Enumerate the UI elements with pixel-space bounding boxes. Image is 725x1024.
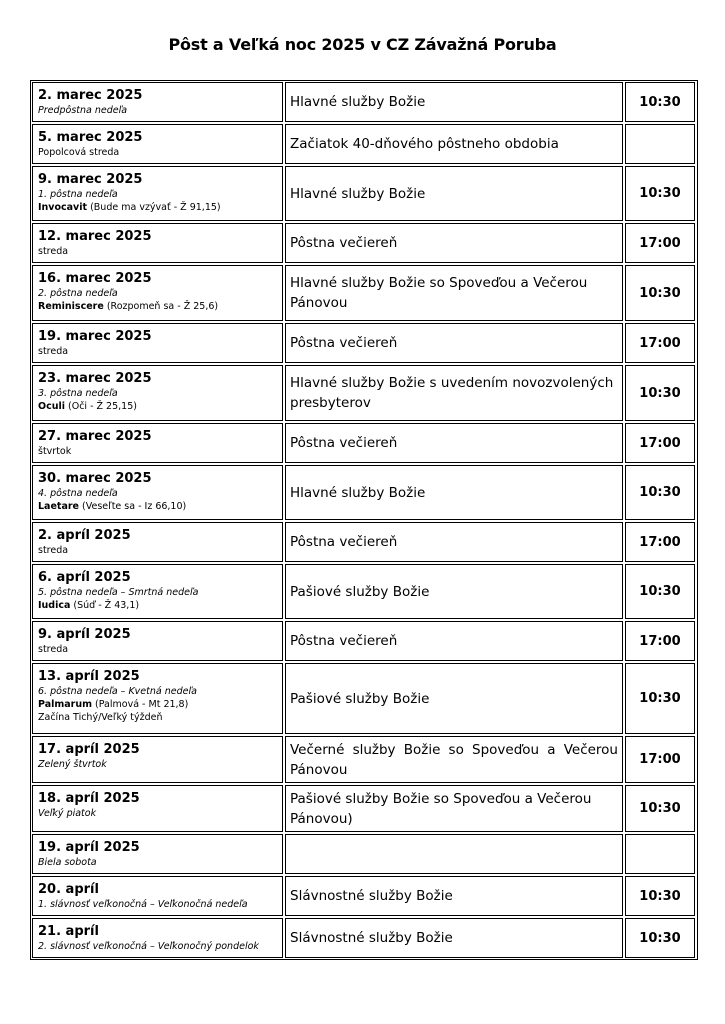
time-text: 10:30 — [639, 584, 681, 599]
table-row — [32, 564, 696, 619]
event-cell — [285, 323, 623, 363]
time-cell — [625, 223, 695, 263]
day-description: štvrtok — [38, 446, 72, 457]
date-cell — [32, 918, 283, 958]
event-text: Pašiové služby Božie — [290, 690, 430, 707]
date-text: 20. apríl — [38, 882, 99, 897]
date-cell — [32, 465, 283, 520]
time-cell — [625, 124, 695, 164]
sunday-name — [38, 698, 278, 711]
time-cell — [625, 82, 695, 122]
time-text: 17:00 — [639, 534, 681, 550]
time-cell — [625, 736, 695, 783]
date-cell — [32, 166, 283, 221]
event-cell — [285, 265, 623, 321]
day-description: 1. slávnosť veľkonočná – Veľkonočná nedeľa — [38, 899, 248, 910]
sunday-verse: (Súď - Ž 43,1) — [70, 600, 140, 611]
date-text: 30. marec 2025 — [38, 471, 152, 486]
table-row — [32, 166, 696, 221]
sunday-latin-name: Iudica — [38, 600, 71, 611]
table-row — [32, 834, 696, 874]
time-text: 10:30 — [639, 485, 681, 500]
sunday-verse: (Rozpomeň sa - Ž 25,6) — [103, 301, 219, 312]
table-row — [32, 736, 696, 783]
time-cell — [625, 564, 695, 619]
time-text: 10:30 — [639, 94, 681, 110]
date-cell — [32, 663, 283, 734]
time-cell — [625, 166, 695, 221]
day-description: Biela sobota — [38, 857, 97, 868]
event-cell — [285, 834, 623, 874]
sunday-latin-name: Invocavit — [38, 202, 88, 213]
event-text: Hlavné služby Božie — [290, 484, 426, 501]
date-text: 16. marec 2025 — [38, 271, 152, 286]
time-cell — [625, 621, 695, 661]
time-cell — [625, 785, 695, 832]
sunday-latin-name: Reminiscere — [38, 301, 104, 312]
table-row — [32, 323, 696, 363]
event-text: Hlavné služby Božie — [290, 185, 426, 202]
event-text: Pašiové služby Božie so Spoveďou a Večerou Pánovou) — [290, 790, 592, 827]
schedule-table — [30, 80, 698, 960]
table-row — [32, 365, 696, 421]
table-row — [32, 918, 696, 958]
date-cell — [32, 82, 283, 122]
event-cell — [285, 223, 623, 263]
day-description: 2. slávnosť veľkonočná – Veľkonočný pondelok — [38, 941, 259, 952]
table-row — [32, 423, 696, 463]
event-cell — [285, 124, 623, 164]
date-cell — [32, 876, 283, 916]
date-cell — [32, 736, 283, 783]
time-cell — [625, 323, 695, 363]
event-cell — [285, 423, 623, 463]
time-text: 10:30 — [639, 385, 681, 401]
event-text: Hlavné služby Božie s uvedením novozvolených presbyterov — [290, 375, 614, 411]
date-cell — [32, 265, 283, 321]
time-text: 17:00 — [639, 633, 681, 649]
time-cell — [625, 423, 695, 463]
time-text: 10:30 — [639, 801, 681, 816]
event-text: Pôstna večiereň — [290, 335, 398, 351]
event-text: Hlavné služby Božie — [290, 94, 426, 110]
week-note: Začína Tichý/Veľký týždeň — [38, 712, 163, 723]
sunday-latin-name: Oculi — [38, 401, 65, 412]
day-description: 3. pôstna nedeľa — [38, 388, 118, 399]
event-cell — [285, 522, 623, 562]
date-text: 9. marec 2025 — [38, 172, 143, 187]
event-cell — [285, 365, 623, 421]
event-cell — [285, 166, 623, 221]
date-cell — [32, 124, 283, 164]
event-cell — [285, 663, 623, 734]
date-text: 9. apríl 2025 — [38, 627, 131, 642]
table-row — [32, 265, 696, 321]
time-cell — [625, 834, 695, 874]
event-text: Slávnostné služby Božie — [290, 888, 453, 904]
day-description: Popolcová streda — [38, 147, 120, 158]
date-cell — [32, 785, 283, 832]
sunday-name — [38, 599, 278, 612]
page-title: Pôst a Veľká noc 2025 v CZ Závažná Poruba — [168, 35, 557, 54]
time-text: 17:00 — [639, 335, 681, 351]
event-cell — [285, 621, 623, 661]
date-text: 19. marec 2025 — [38, 329, 152, 344]
date-cell — [32, 834, 283, 874]
event-text: Začiatok 40-dňového pôstneho obdobia — [290, 136, 559, 152]
date-text: 13. apríl 2025 — [38, 669, 140, 684]
date-cell — [32, 223, 283, 263]
table-row — [32, 223, 696, 263]
time-cell — [625, 465, 695, 520]
event-text: Večerné služby Božie so Spoveďou a Večerou Pánovou — [290, 741, 618, 778]
event-text: Pôstna večiereň — [290, 534, 398, 550]
time-text: 17:00 — [639, 752, 681, 767]
sunday-verse: (Palmová - Mt 21,8) — [92, 699, 189, 710]
time-text: 10:30 — [639, 930, 681, 946]
date-text: 27. marec 2025 — [38, 429, 152, 444]
event-text: Pôstna večiereň — [290, 235, 398, 251]
day-description: 2. pôstna nedeľa — [38, 288, 118, 299]
time-text: 10:30 — [639, 285, 681, 301]
day-description: streda — [38, 545, 69, 556]
date-text: 2. marec 2025 — [38, 88, 143, 103]
table-row — [32, 663, 696, 734]
time-text: 10:30 — [639, 186, 681, 201]
day-description: streda — [38, 644, 69, 655]
date-text: 2. apríl 2025 — [38, 528, 131, 543]
table-row — [32, 876, 696, 916]
day-description: 1. pôstna nedeľa — [38, 189, 118, 200]
day-description: Predpôstna nedeľa — [38, 105, 128, 116]
table-row — [32, 522, 696, 562]
time-cell — [625, 918, 695, 958]
event-cell — [285, 736, 623, 783]
table-row — [32, 124, 696, 164]
day-description: 4. pôstna nedeľa — [38, 488, 118, 499]
day-description: Veľký piatok — [38, 808, 97, 819]
date-text: 23. marec 2025 — [38, 371, 152, 386]
sunday-latin-name: Palmarum — [38, 699, 93, 710]
event-cell — [285, 785, 623, 832]
time-cell — [625, 265, 695, 321]
date-cell — [32, 323, 283, 363]
sunday-verse: (Bude ma vzývať - Ž 91,15) — [87, 202, 221, 213]
day-description: Zelený štvrtok — [38, 759, 107, 770]
time-cell — [625, 365, 695, 421]
event-text: Pôstna večiereň — [290, 633, 398, 649]
table-row — [32, 785, 696, 832]
date-cell — [32, 564, 283, 619]
date-text: 19. apríl 2025 — [38, 840, 140, 855]
time-cell — [625, 663, 695, 734]
time-cell — [625, 522, 695, 562]
event-cell — [285, 876, 623, 916]
table-row — [32, 465, 696, 520]
event-cell — [285, 82, 623, 122]
date-text: 5. marec 2025 — [38, 130, 143, 145]
day-description: 5. pôstna nedeľa – Smrtná nedeľa — [38, 587, 199, 598]
sunday-name — [38, 400, 278, 413]
day-description: streda — [38, 246, 69, 257]
sunday-name — [38, 500, 278, 513]
event-cell — [285, 465, 623, 520]
date-text: 6. apríl 2025 — [38, 570, 131, 585]
date-cell — [32, 423, 283, 463]
date-cell — [32, 365, 283, 421]
time-cell — [625, 876, 695, 916]
date-text: 17. apríl 2025 — [38, 742, 140, 757]
sunday-name — [38, 201, 278, 214]
date-text: 12. marec 2025 — [38, 229, 152, 244]
time-text: 17:00 — [639, 235, 681, 251]
event-cell — [285, 918, 623, 958]
sunday-name — [38, 300, 278, 313]
time-text: 17:00 — [639, 435, 681, 451]
date-text: 21. apríl — [38, 924, 99, 939]
day-description: 6. pôstna nedeľa – Kvetná nedeľa — [38, 686, 197, 697]
event-text: Hlavné služby Božie so Spoveďou a Večerou Pánovou — [290, 275, 588, 311]
event-text: Slávnostné služby Božie — [290, 930, 453, 946]
sunday-verse: (Veseľte sa - Iz 66,10) — [79, 501, 187, 512]
event-cell — [285, 564, 623, 619]
date-cell — [32, 621, 283, 661]
table-row — [32, 82, 696, 122]
table-row — [32, 621, 696, 661]
date-text: 18. apríl 2025 — [38, 791, 140, 806]
date-cell — [32, 522, 283, 562]
time-text: 10:30 — [639, 888, 681, 904]
event-text: Pašiové služby Božie — [290, 583, 430, 600]
sunday-latin-name: Laetare — [38, 501, 79, 512]
sunday-verse: (Oči - Ž 25,15) — [64, 401, 137, 412]
time-text: 10:30 — [639, 691, 681, 706]
event-text: Pôstna večiereň — [290, 435, 398, 451]
day-description: streda — [38, 346, 69, 357]
